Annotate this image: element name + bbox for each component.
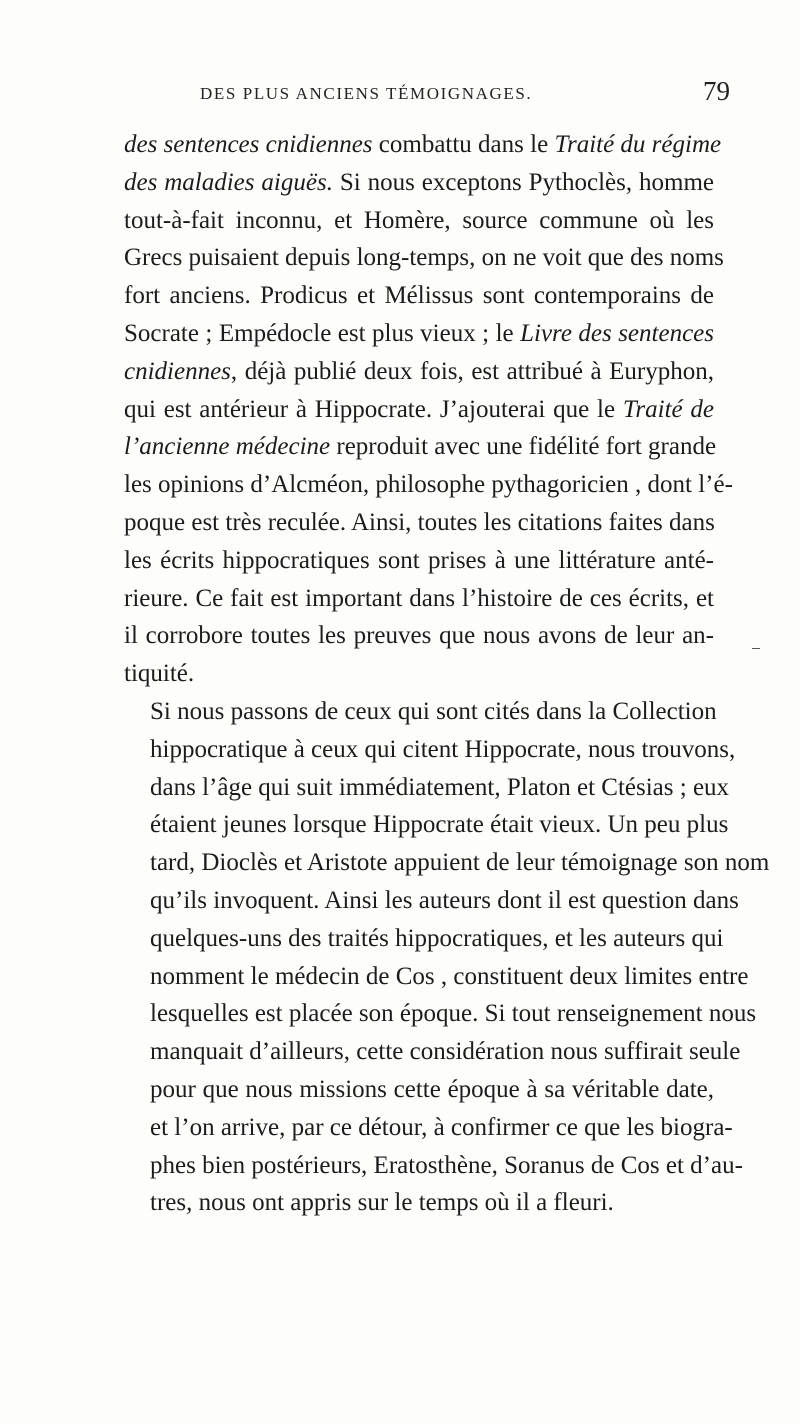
text-run: tiquité. (124, 660, 195, 688)
text-line (124, 1147, 743, 1185)
text-run: fort anciens. Prodicus et Mélissus sont contemporains de (124, 282, 714, 310)
text-run: poque est très reculée. Ainsi, toutes les citations faites dans (124, 508, 715, 536)
text-run: étaient jeunes lorsque Hippocrate était vieux. Un peu plus (150, 811, 729, 839)
paragraph (124, 126, 733, 693)
text-run: quelques-uns des traités hippocratiques, et les auteurs qui (150, 924, 724, 952)
text-line (124, 806, 729, 844)
text-run: il corrobore toutes les preuves que nous avons de leur an- (124, 622, 714, 650)
text-run: tres, nous ont appris sur le temps où il a fleuri. (150, 1189, 614, 1217)
text-run: reproduit avec une fidélité fort grande (330, 433, 717, 461)
text-run: qu’ils invoquent. Ainsi les auteurs dont il est question dans (150, 886, 739, 914)
text-line (124, 731, 736, 769)
text-line (124, 769, 730, 807)
text-run: tout-à-fait inconnu, et Homère, source commune où les (124, 206, 714, 234)
text-run: phes bien postérieurs, Eratosthène, Soranus de Cos et d’au- (150, 1151, 743, 1179)
italic-title: Traité de (622, 395, 714, 423)
text-run: , déjà publié deux fois, est attribué à Euryphon, (230, 357, 714, 385)
text-run: lesquelles est placée son époque. Si tout renseignement nous (150, 1000, 757, 1028)
text-line (124, 239, 724, 277)
text-run: Si nous passons de ceux qui sont cités dans la Collection (150, 697, 717, 725)
text-run: tard, Dioclès et Aristote appuient de leur témoignage son nom (150, 849, 770, 877)
text-run: dans l’âge qui suit immédiatement, Platon et Ctésias ; eux (150, 773, 730, 801)
text-run: combattu dans le (372, 131, 555, 158)
text-line (124, 391, 714, 429)
text-line (124, 995, 757, 1033)
text-line (124, 202, 714, 240)
page-number: 79 (703, 76, 730, 106)
text-line (124, 655, 714, 693)
text-run: hippocratique à ceux qui citent Hippocrate, nous trouvons, (150, 735, 736, 763)
text-run: Socrate ; Empédocle est plus vieux ; le (124, 319, 521, 347)
text-line (124, 1184, 714, 1222)
text-line (124, 920, 724, 958)
text-line (124, 1109, 733, 1147)
italic-title: des sentences cnidiennes (124, 131, 373, 158)
text-run: Si nous exceptons Pythoclès, homme (332, 168, 715, 196)
text-run: et l’on arrive, par ce détour, à confirmer ce que les biogra- (150, 1113, 733, 1141)
body-text (124, 126, 770, 1222)
italic-title: Traité du régime (554, 131, 722, 158)
italic-title: des maladies aiguës. (124, 168, 333, 196)
text-line (124, 164, 714, 202)
text-run: rieure. Ce fait est important dans l’histoire de ces écrits, et (124, 584, 714, 612)
text-line (124, 844, 770, 882)
italic-title: l’ancienne médecine (124, 433, 331, 461)
paragraph (124, 693, 770, 1222)
text-line (124, 882, 739, 920)
text-line (124, 617, 714, 655)
text-run: manquait d’ailleurs, cette considération nous suffirait seule (150, 1038, 741, 1066)
italic-title: Livre des sentences (520, 319, 714, 347)
text-line (124, 466, 733, 504)
text-line (124, 958, 749, 996)
text-line (124, 428, 717, 466)
text-line (124, 542, 714, 580)
text-line (124, 1033, 741, 1071)
running-title: DES PLUS ANCIENS TÉMOIGNAGES. (200, 84, 533, 103)
margin-mark (752, 648, 760, 649)
text-run: qui est antérieur à Hippocrate. J’ajouterai que le (124, 395, 623, 423)
text-line (124, 353, 714, 391)
text-run: pour que nous missions cette époque à sa véritable date, (150, 1075, 714, 1103)
running-head (140, 76, 730, 116)
text-run: Grecs puisaient depuis long-temps, on ne voit que des noms (124, 244, 724, 272)
text-run: nomment le médecin de Cos , constituent deux limites entre (150, 962, 749, 990)
text-run: les opinions d’Alcméon, philosophe pythagoricien , dont l’é- (124, 471, 733, 499)
text-line (124, 1071, 714, 1109)
text-line (124, 580, 714, 618)
text-line (124, 315, 714, 353)
text-run: les écrits hippocratiques sont prises à une littérature anté- (124, 546, 714, 574)
text-line (124, 693, 717, 731)
text-line (124, 277, 714, 315)
text-line (124, 126, 722, 164)
italic-title: cnidiennes (124, 357, 231, 385)
text-line (124, 504, 714, 542)
